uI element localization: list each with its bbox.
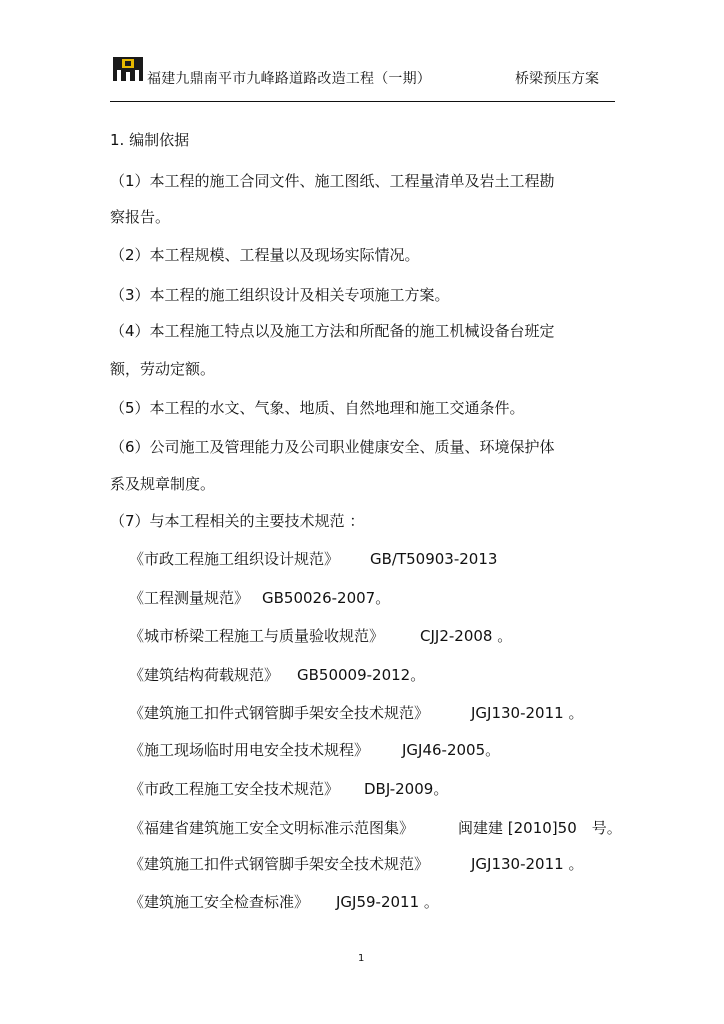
page-number: 1 bbox=[358, 953, 365, 964]
standard-name: 《建筑结构荷载规范》 bbox=[129, 666, 280, 684]
standard-code: JGJ130-2011 。 bbox=[471, 704, 584, 722]
standard-name: 《建筑施工安全检查标准》 bbox=[129, 893, 310, 911]
standard-name: 《建筑施工扣件式钢管脚手架安全技术规范》 bbox=[129, 855, 430, 873]
company-logo-icon bbox=[113, 57, 143, 81]
header-document-name: 桥梁预压方案 bbox=[515, 71, 599, 87]
list-item: （4）本工程施工特点以及施工方法和所配备的施工机械设备台班定 bbox=[110, 322, 555, 340]
standard-name: 《工程测量规范》 bbox=[129, 589, 250, 607]
standard-code: JGJ130-2011 。 bbox=[471, 855, 584, 873]
standard-code: GB50026-2007。 bbox=[262, 589, 391, 607]
standard-code: CJJ2-2008 。 bbox=[420, 627, 513, 645]
standard-code: GB50009-2012。 bbox=[297, 666, 426, 684]
header-divider bbox=[110, 101, 615, 102]
header-project-title: 福建九鼎南平市九峰路道路改造工程（一期） bbox=[147, 71, 431, 87]
list-item: 系及规章制度。 bbox=[110, 475, 216, 493]
list-item: （6）公司施工及管理能力及公司职业健康安全、质量、环境保护体 bbox=[110, 438, 555, 456]
standard-name: 《城市桥梁工程施工与质量验收规范》 bbox=[129, 627, 385, 645]
standard-name: 《施工现场临时用电安全技术规程》 bbox=[129, 741, 370, 759]
standard-name: 《建筑施工扣件式钢管脚手架安全技术规范》 bbox=[129, 704, 430, 722]
list-item: （3）本工程的施工组织设计及相关专项施工方案。 bbox=[110, 286, 450, 304]
standard-code: GB/T50903-2013 bbox=[370, 550, 498, 568]
standard-name: 《福建省建筑施工安全文明标准示范图集》 bbox=[129, 819, 415, 837]
standard-code: 闽建建 [2010]50 号。 bbox=[458, 819, 622, 837]
standard-code: JGJ46-2005。 bbox=[402, 741, 501, 759]
list-item: （1）本工程的施工合同文件、施工图纸、工程量清单及岩土工程勘 bbox=[110, 172, 555, 190]
section-heading: 1. 编制依据 bbox=[110, 131, 190, 149]
list-item: 额，劳动定额。 bbox=[110, 360, 216, 378]
list-item: （2）本工程规模、工程量以及现场实际情况。 bbox=[110, 246, 420, 264]
standard-name: 《市政工程施工安全技术规范》 bbox=[129, 780, 340, 798]
list-item: （7）与本工程相关的主要技术规范 ： bbox=[110, 512, 365, 530]
standard-code: JGJ59-2011 。 bbox=[336, 893, 439, 911]
standard-name: 《市政工程施工组织设计规范》 bbox=[129, 550, 340, 568]
list-item: （5）本工程的水文、气象、地质、自然地理和施工交通条件。 bbox=[110, 399, 525, 417]
standard-code: DBJ-2009。 bbox=[364, 780, 449, 798]
list-item: 察报告。 bbox=[110, 208, 171, 226]
